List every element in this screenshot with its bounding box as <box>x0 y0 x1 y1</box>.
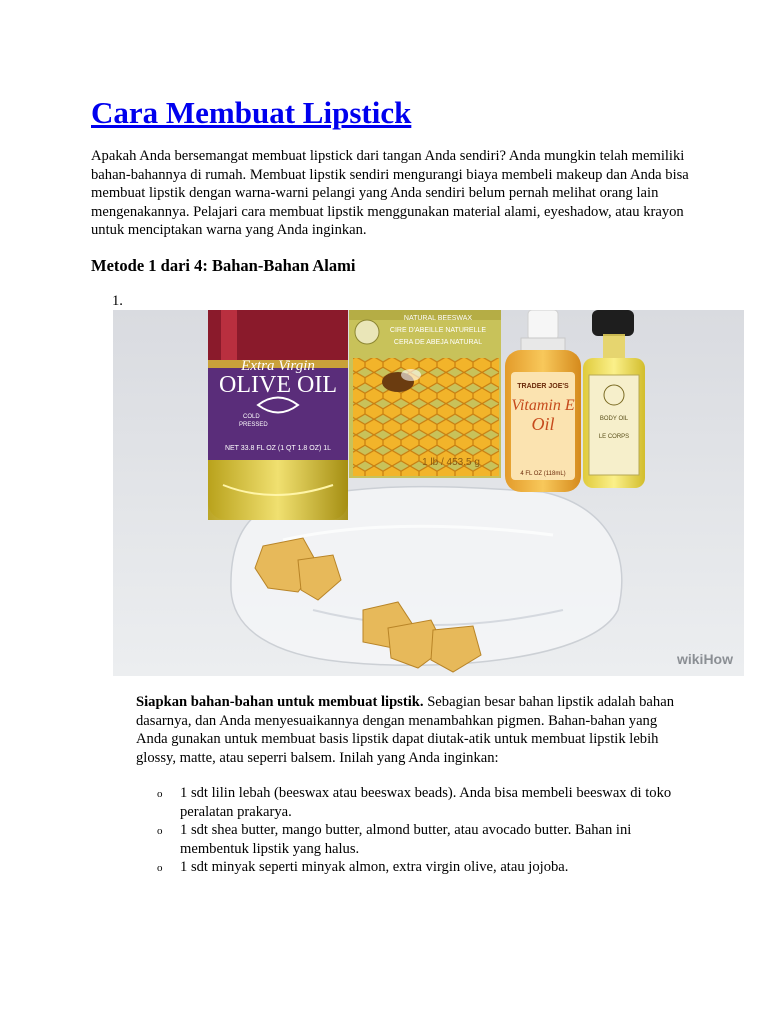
svg-text:Extra Virgin: Extra Virgin <box>241 358 315 374</box>
svg-text:OLIVE OIL: OLIVE OIL <box>219 372 337 398</box>
svg-text:CIRE D'ABEILLE NATURELLE: CIRE D'ABEILLE NATURELLE <box>389 327 487 334</box>
ingredients-photo <box>113 310 744 676</box>
list-item-text: 1 sdt lilin lebah (beeswax atau beeswax beads). Anda bisa membeli beeswax di toko peralatan prakarya. <box>180 785 672 820</box>
svg-text:Vitamin E: Vitamin E <box>511 397 575 414</box>
svg-text:CERA DE ABEJA NATURAL: CERA DE ABEJA NATURAL <box>393 339 483 346</box>
bullet-circle-icon: o <box>157 788 163 800</box>
svg-text:wikiHow: wikiHow <box>676 651 733 667</box>
step-number: 1. <box>112 293 123 309</box>
svg-text:PRESSED: PRESSED <box>239 422 268 428</box>
list-item-text: 1 sdt shea butter, mango butter, almond butter, atau avocado butter. Bahan ini membentuk lipstik yang halus. <box>180 822 632 857</box>
list-item <box>136 821 676 858</box>
step-description <box>136 693 684 767</box>
svg-text:Oil: Oil <box>531 414 555 434</box>
svg-text:4 FL OZ (118mL): 4 FL OZ (118mL) <box>520 471 566 477</box>
list-item <box>136 784 676 821</box>
list-item-text: 1 sdt minyak seperti minyak almon, extra virgin olive, atau jojoba. <box>180 859 569 875</box>
svg-text:BODY OIL: BODY OIL <box>599 416 629 422</box>
step-bold-lead: Siapkan bahan-bahan untuk membuat lipstik. <box>136 694 424 710</box>
svg-text:NATURAL BEESWAX: NATURAL BEESWAX <box>403 315 473 322</box>
ingredient-list <box>136 784 676 877</box>
svg-text:1 lb / 453.5 g: 1 lb / 453.5 g <box>422 457 480 468</box>
list-item <box>136 858 676 877</box>
bullet-circle-icon: o <box>157 862 163 874</box>
page-title[interactable]: Cara Membuat Lipstick <box>91 95 412 130</box>
svg-text:LE CORPS: LE CORPS <box>598 434 630 440</box>
svg-text:COLD: COLD <box>243 414 260 420</box>
step-body: Sebagian besar bahan lipstik adalah bahan dasarnya, dan Anda menyesuaikannya dengan menambahkan pigmen. Bahan-bahan yang Anda gunakan untuk membuat basis lipstik dapat diutak-atik untuk membuat lipstik lebih glossy, matte, atau seperri balsem. Inilah yang Anda inginkan: <box>136 694 674 766</box>
svg-text:NET 33.8 FL OZ (1 QT 1.8 OZ) 1: NET 33.8 FL OZ (1 QT 1.8 OZ) 1L <box>224 445 332 452</box>
bullet-circle-icon: o <box>157 825 163 837</box>
intro-paragraph: Apakah Anda bersemangat membuat lipstick dari tangan Anda sendiri? Anda mungkin telah memiliki bahan-bahannya di rumah. Membuat lipstik sendiri mengurangi biaya membeli makeup dan Anda bisa membuat lipstik dengan warna-warni pelangi yang Anda sendiri belum pernah melihat orang lain mengenakannya. Pelajari cara membuat lipstik menggunakan material alami, eyeshadow, atau krayon untuk menciptakan warna yang Anda inginkan. <box>91 148 689 238</box>
svg-text:TRADER JOE'S: TRADER JOE'S <box>517 383 569 390</box>
method-heading: Metode 1 dari 4: Bahan-Bahan Alami <box>91 256 356 275</box>
